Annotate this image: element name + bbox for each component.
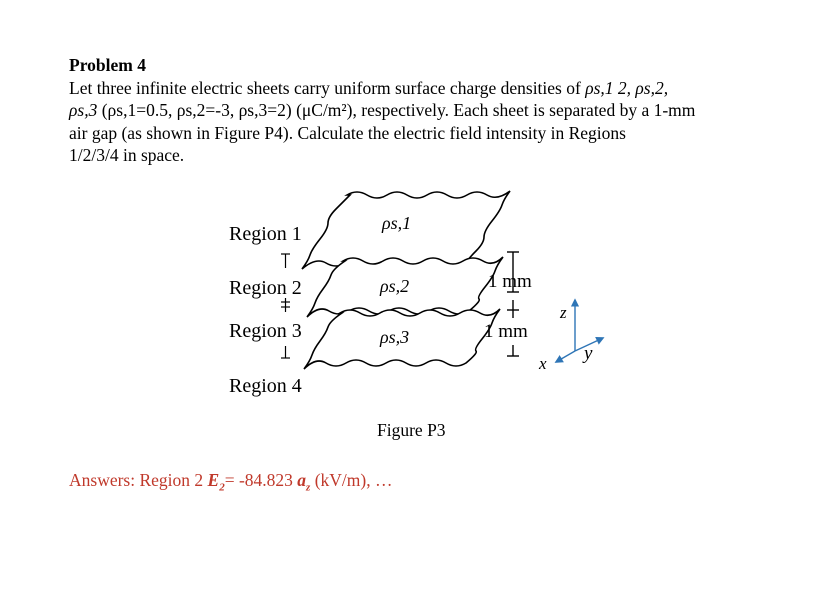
answer-unit-vector-symbol: a [297,470,307,490]
sheet-1-label: ρs,1 [382,213,412,233]
answer-vector-e [207,470,225,494]
x-axis-arrow [556,351,575,362]
sheet-1 [302,191,510,269]
region-3-label: Region 3 [229,320,302,342]
answer-vector-symbol: E [207,470,220,490]
answer-line [69,470,392,494]
sheet-2-label: ρs,2 [380,276,410,296]
x-axis-label: x [539,354,547,373]
problem-title: Problem 4 [69,55,146,75]
sheet-3-label: ρs,3 [380,327,410,347]
answer-vector-subscript: 2 [219,481,225,494]
region-1-label: Region 1 [229,223,302,245]
region-4-label: Region 4 [229,375,302,397]
problem-line-4: 1/2/3/4 in space. [69,145,185,165]
answer-prefix: Answers: Region 2 [69,470,208,490]
answer-unit-vector [297,470,311,494]
problem-line-2-text: (ρs,1=0.5, ρs,2=-3, ρs,3=2) (μC/m²), respectively. Each sheet is separated by a 1-mm [101,100,696,120]
gap-label-1: 1 mm [488,271,532,292]
problem-line-3: air gap (as shown in Figure P4). Calculate the electric field intensity in Regions [69,122,626,143]
sheet-3 [304,309,500,369]
region-separators [281,254,290,358]
region-2-label: Region 2 [229,277,302,299]
rho-3-prefix: ρs,3 [69,100,102,120]
y-axis-label: y [584,343,593,364]
answer-unit-vector-subscript: z [306,481,311,494]
figure-caption: Figure P3 [377,420,446,440]
z-axis-label: z [560,303,567,322]
answer-value: = -84.823 [224,470,298,490]
coordinate-axes [538,300,603,373]
gap-label-2: 1 mm [484,321,528,342]
answer-suffix: (kV/m), … [310,470,393,490]
problem-line-1-text: Let three infinite electric sheets carry uniform surface charge densities of [69,77,586,98]
rho-list: ρs,1 2, ρs,2, [585,77,669,98]
